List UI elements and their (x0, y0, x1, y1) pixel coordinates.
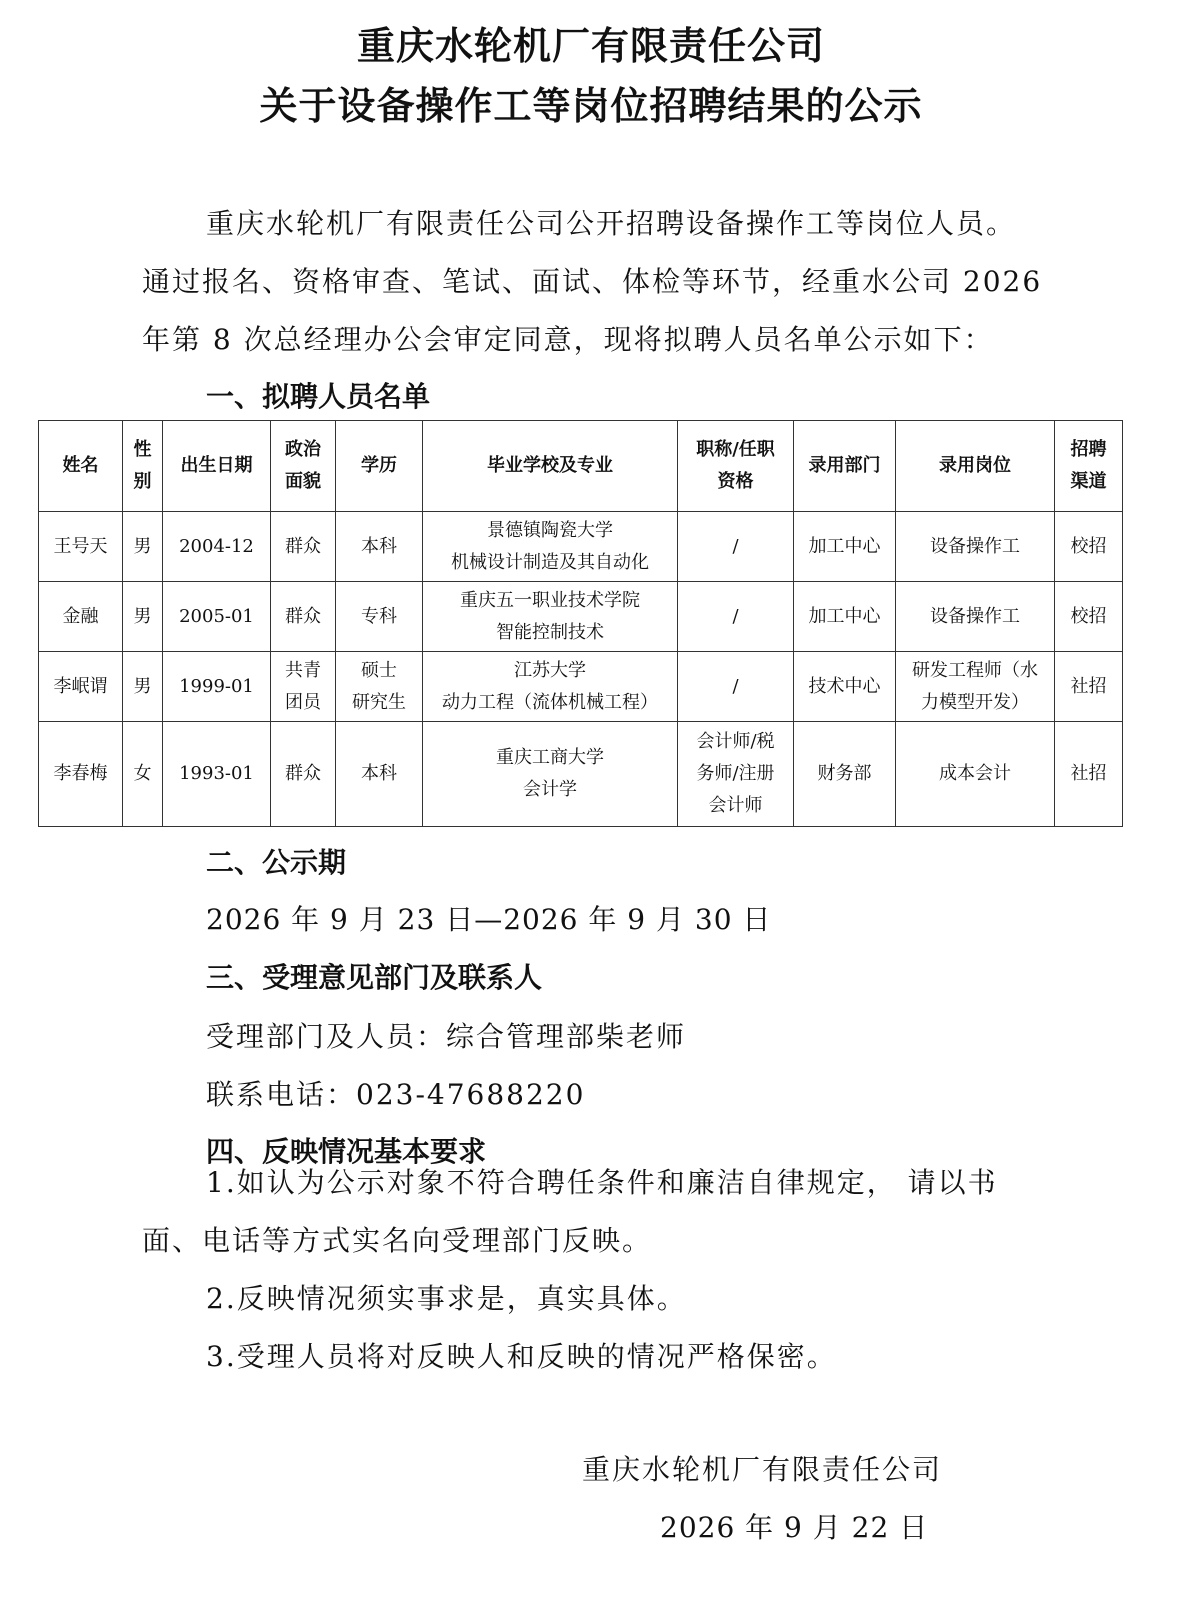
cell-education-line: 专科 (361, 605, 397, 627)
cell-professional-title (678, 512, 794, 582)
cell-gender: 男 (123, 512, 163, 582)
cell-education (336, 652, 423, 722)
cell-birth-date: 2004-12 (163, 512, 271, 582)
cell-position (896, 652, 1055, 722)
table-row (39, 652, 1123, 722)
cell-professional-title-line: 会计师 (708, 795, 763, 816)
cell-political-status-line: 群众 (285, 763, 321, 784)
column-header-text: 姓名 (62, 455, 99, 476)
contact-phone: 联系电话：023-47688220 (206, 1078, 586, 1111)
column-header-text: 渠道 (1070, 471, 1107, 492)
column-header-text: 别 (133, 471, 152, 492)
cell-school-major (423, 582, 678, 652)
cell-school-major-line: 景德镇陶瓷大学 (487, 519, 613, 541)
signature-company: 重庆水轮机厂有限责任公司 (582, 1453, 943, 1486)
cell-school-major-line: 重庆工商大学 (496, 747, 604, 768)
cell-professional-title (678, 722, 794, 827)
cell-recruitment-channel: 社招 (1055, 652, 1123, 722)
column-header-text: 录用岗位 (939, 455, 1011, 476)
cell-position (896, 582, 1055, 652)
cell-school-major-line: 江苏大学 (514, 659, 586, 681)
cell-gender: 女 (123, 722, 163, 827)
column-header-education (336, 421, 423, 512)
column-header-text: 资格 (717, 471, 754, 492)
cell-professional-title-line: / (732, 535, 739, 557)
cell-birth-date: 2005-01 (163, 582, 271, 652)
cell-position-line: 成本会计 (939, 763, 1011, 784)
cell-recruitment-channel: 校招 (1055, 512, 1123, 582)
cell-professional-title (678, 582, 794, 652)
cell-education (336, 582, 423, 652)
cell-recruitment-channel: 社招 (1055, 722, 1123, 827)
column-header-school (423, 421, 678, 512)
column-header-title (678, 421, 794, 512)
cell-school-major-line: 机械设计制造及其自动化 (451, 551, 649, 573)
column-header-text: 职称/任职 (696, 439, 775, 460)
cell-political-status-line: 共青 (285, 659, 321, 681)
cell-position-line: 力模型开发） (921, 691, 1029, 713)
cell-school-major (423, 512, 678, 582)
table-header-row (39, 421, 1123, 512)
candidate-table (38, 420, 1123, 827)
title-line-1: 重庆水轮机厂有限责任公司 (356, 24, 825, 68)
cell-gender: 男 (123, 652, 163, 722)
cell-professional-title (678, 652, 794, 722)
cell-professional-title-line: / (732, 605, 739, 627)
column-header-text: 出生日期 (180, 455, 253, 476)
column-header-text: 面貌 (285, 471, 321, 492)
cell-department: 加工中心 (794, 582, 896, 652)
cell-position-line: 设备操作工 (930, 535, 1020, 557)
cell-position (896, 512, 1055, 582)
cell-political-status (271, 512, 336, 582)
cell-education-line: 本科 (361, 763, 397, 784)
column-header-text: 录用部门 (808, 455, 881, 476)
cell-professional-title-line: 务师/注册 (696, 763, 775, 784)
column-header-text: 招聘 (1070, 439, 1107, 460)
section-heading-period: 二、公示期 (206, 846, 347, 879)
requirement-item-1-line-2: 面、电话等方式实名向受理部门反映。 (142, 1224, 653, 1257)
cell-education-line: 本科 (361, 535, 397, 557)
column-header-gender (123, 421, 163, 512)
cell-gender: 男 (123, 582, 163, 652)
signature-date: 2026 年 9 月 22 日 (660, 1511, 929, 1544)
cell-school-major-line: 会计学 (523, 779, 577, 800)
cell-professional-title-line: / (732, 675, 739, 697)
cell-department: 加工中心 (794, 512, 896, 582)
intro-line-1: 重庆水轮机厂有限责任公司公开招聘设备操作工等岗位人员。 (206, 207, 1017, 240)
requirement-item-1-line-1: 1.如认为公示对象不符合聘任条件和廉洁自律规定， 请以书 (206, 1166, 998, 1199)
column-header-text: 性 (133, 439, 152, 460)
cell-department: 技术中心 (794, 652, 896, 722)
cell-name: 王号天 (39, 512, 123, 582)
column-header-birth (163, 421, 271, 512)
table-row (39, 722, 1123, 827)
column-header-text: 政治 (285, 439, 321, 460)
requirement-item-2: 2.反映情况须实事求是，真实具体。 (206, 1282, 687, 1315)
cell-position-line: 设备操作工 (930, 605, 1020, 627)
cell-recruitment-channel: 校招 (1055, 582, 1123, 652)
contact-department: 受理部门及人员：综合管理部柴老师 (206, 1020, 687, 1053)
cell-school-major (423, 722, 678, 827)
cell-professional-title-line: 会计师/税 (696, 731, 775, 752)
intro-line-3: 年第 8 次总经理办公会审定同意，现将拟聘人员名单公示如下： (142, 323, 994, 356)
cell-school-major-line: 重庆五一职业技术学院 (460, 589, 640, 611)
cell-political-status (271, 582, 336, 652)
cell-political-status (271, 722, 336, 827)
cell-political-status-line: 团员 (285, 691, 321, 713)
column-header-department (794, 421, 896, 512)
cell-school-major-line: 智能控制技术 (496, 621, 604, 643)
cell-education (336, 512, 423, 582)
column-header-channel (1055, 421, 1123, 512)
cell-birth-date: 1999-01 (163, 652, 271, 722)
section-heading-contact: 三、受理意见部门及联系人 (206, 961, 543, 994)
cell-education-line: 硕士 (361, 659, 397, 681)
cell-school-major (423, 652, 678, 722)
cell-name: 李春梅 (39, 722, 123, 827)
cell-political-status-line: 群众 (285, 605, 321, 627)
section-heading-candidates: 一、拟聘人员名单 (206, 380, 431, 413)
cell-department: 财务部 (794, 722, 896, 827)
cell-position (896, 722, 1055, 827)
table-row (39, 582, 1123, 652)
requirement-item-3: 3.受理人员将对反映人和反映的情况严格保密。 (206, 1340, 837, 1373)
cell-name: 李岷谓 (39, 652, 123, 722)
announcement-period: 2026 年 9 月 23 日—2026 年 9 月 30 日 (206, 903, 772, 936)
section-heading-requirements: 四、反映情况基本要求 (206, 1135, 487, 1168)
cell-political-status (271, 652, 336, 722)
cell-education-line: 研究生 (352, 691, 406, 713)
title-line-2: 关于设备操作工等岗位招聘结果的公示 (259, 84, 923, 128)
column-header-name (39, 421, 123, 512)
column-header-politics (271, 421, 336, 512)
column-header-position (896, 421, 1055, 512)
cell-education (336, 722, 423, 827)
column-header-text: 学历 (361, 455, 397, 476)
cell-school-major-line: 动力工程（流体机械工程） (442, 691, 658, 713)
column-header-text: 毕业学校及专业 (487, 455, 613, 476)
table-row (39, 512, 1123, 582)
cell-name: 金融 (39, 582, 123, 652)
cell-birth-date: 1993-01 (163, 722, 271, 827)
intro-line-2: 通过报名、资格审查、笔试、面试、体检等环节，经重水公司 2026 (142, 265, 1043, 298)
cell-political-status-line: 群众 (285, 535, 321, 557)
cell-position-line: 研发工程师（水 (912, 659, 1038, 681)
